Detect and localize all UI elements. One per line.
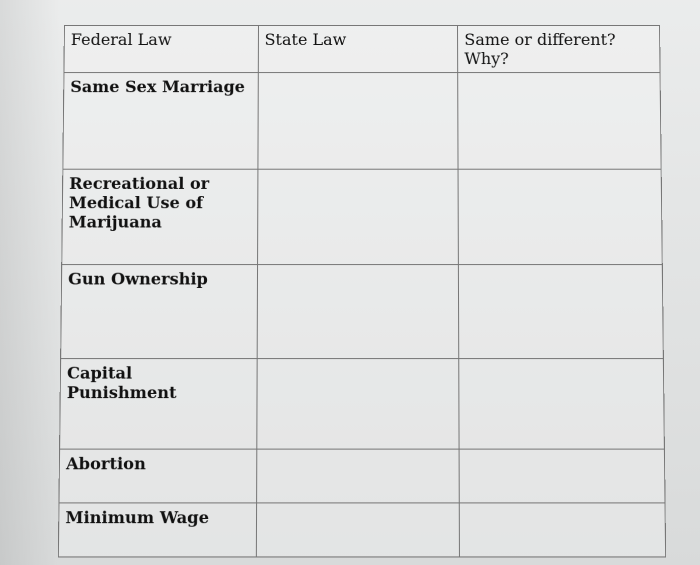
table-row (58, 503, 665, 557)
row-label-marijuana: Recreational or Medical Use of Marijuana (68, 173, 210, 232)
header-state-law-text: State Law (264, 29, 347, 50)
row-label-cell (59, 449, 256, 503)
row-label-cell (60, 359, 257, 450)
state-law-cell (257, 169, 459, 264)
state-law-cell (257, 265, 459, 359)
paper-shadow (0, 0, 60, 565)
comparison-cell (459, 449, 665, 503)
row-label-gun-ownership: Gun Ownership (68, 269, 208, 289)
comparison-cell (459, 359, 664, 450)
table-row (62, 169, 663, 264)
table-row (59, 449, 665, 503)
table-row (61, 265, 664, 359)
comparison-cell (460, 503, 666, 557)
row-label-cell (62, 169, 258, 264)
row-label-capital-punishment: Capital Punishment (66, 363, 177, 403)
header-row (64, 25, 660, 72)
row-label-minimum-wage: Minimum Wage (65, 507, 210, 528)
row-label-cell (63, 73, 258, 170)
table-row (60, 359, 665, 450)
header-federal-law-text: Federal Law (70, 29, 172, 50)
row-label-cell (61, 265, 257, 359)
header-same-or-different-text: Same or different? Why? (464, 29, 616, 69)
header-federal-law (64, 25, 258, 72)
comparison-cell (459, 265, 664, 359)
header-state-law (258, 25, 458, 72)
state-law-cell (257, 73, 458, 170)
state-law-cell (256, 503, 460, 557)
table-row (63, 73, 661, 170)
law-comparison-table (58, 25, 666, 557)
header-same-or-different (458, 25, 660, 72)
row-label-abortion: Abortion (65, 453, 146, 474)
row-label-same-sex-marriage: Same Sex Marriage (70, 77, 245, 97)
state-law-cell (256, 449, 459, 503)
comparison-cell (458, 169, 662, 264)
state-law-cell (256, 359, 459, 450)
row-label-cell (58, 503, 256, 557)
comparison-cell (458, 73, 661, 170)
